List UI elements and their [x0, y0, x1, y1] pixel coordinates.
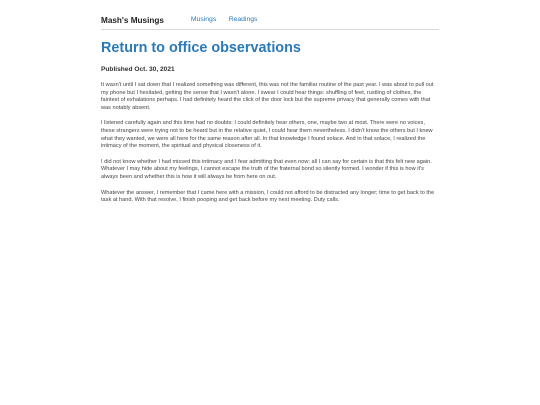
site-header — [101, 0, 439, 30]
site-brand-link[interactable]: Mash's Musings — [101, 16, 164, 25]
article-body — [101, 82, 439, 205]
nav-link-readings[interactable]: Readings — [228, 16, 258, 23]
article-paragraph: It wasn't until I sat down that I realized something was different, this was not the familiar routine of the past year. I was about to pull out my phone but I hesitated, getting the sense that I wasn't alone. I swear I could hear things: shuffling of feet, rustling of clothes, the faintest of exhalations perhaps. I had definitely heard the click of the door lock but the supreme privacy that generally comes with that was notably absent. — [101, 82, 434, 111]
page-container — [101, 0, 439, 205]
article-title: Return to office observations — [101, 40, 301, 56]
article-paragraph: I did not know whether I had missed this intimacy and I fear admitting that even now; all I can say for certain is that this felt new again. Whatever I may hide about my feelings, I cannot escape the truth of the fraternal bond so silently formed. I wonder if this is how it's always been and whether this is how it will always be from here on out. — [101, 158, 432, 180]
article-paragraph: Whatever the answer, I remember that I came here with a mission, I could not afford to be distracted any longer; time to get back to the task at hand. With that resolve, I finish pooping and get back before my next meeting. Duty calls. — [101, 189, 435, 204]
nav-link-musings[interactable]: Musings — [190, 16, 217, 23]
main-nav — [191, 8, 265, 26]
article-paragraph: I listened carefully again and this time had no doubts: I could definitely hear others, one, maybe two at most. There were no voices, these strangers were trying not to be heard but in the relative quiet, I could hear them nevertheless. I didn't know the others but I knew what they wanted, we were all here for the same reason after all. In that knowledge I found solace. And in that solace, I realized the intimacy of the moment, the spiritual and physical closeness of it. — [101, 120, 433, 150]
published-date: Published Oct. 30, 2021 — [101, 66, 175, 73]
